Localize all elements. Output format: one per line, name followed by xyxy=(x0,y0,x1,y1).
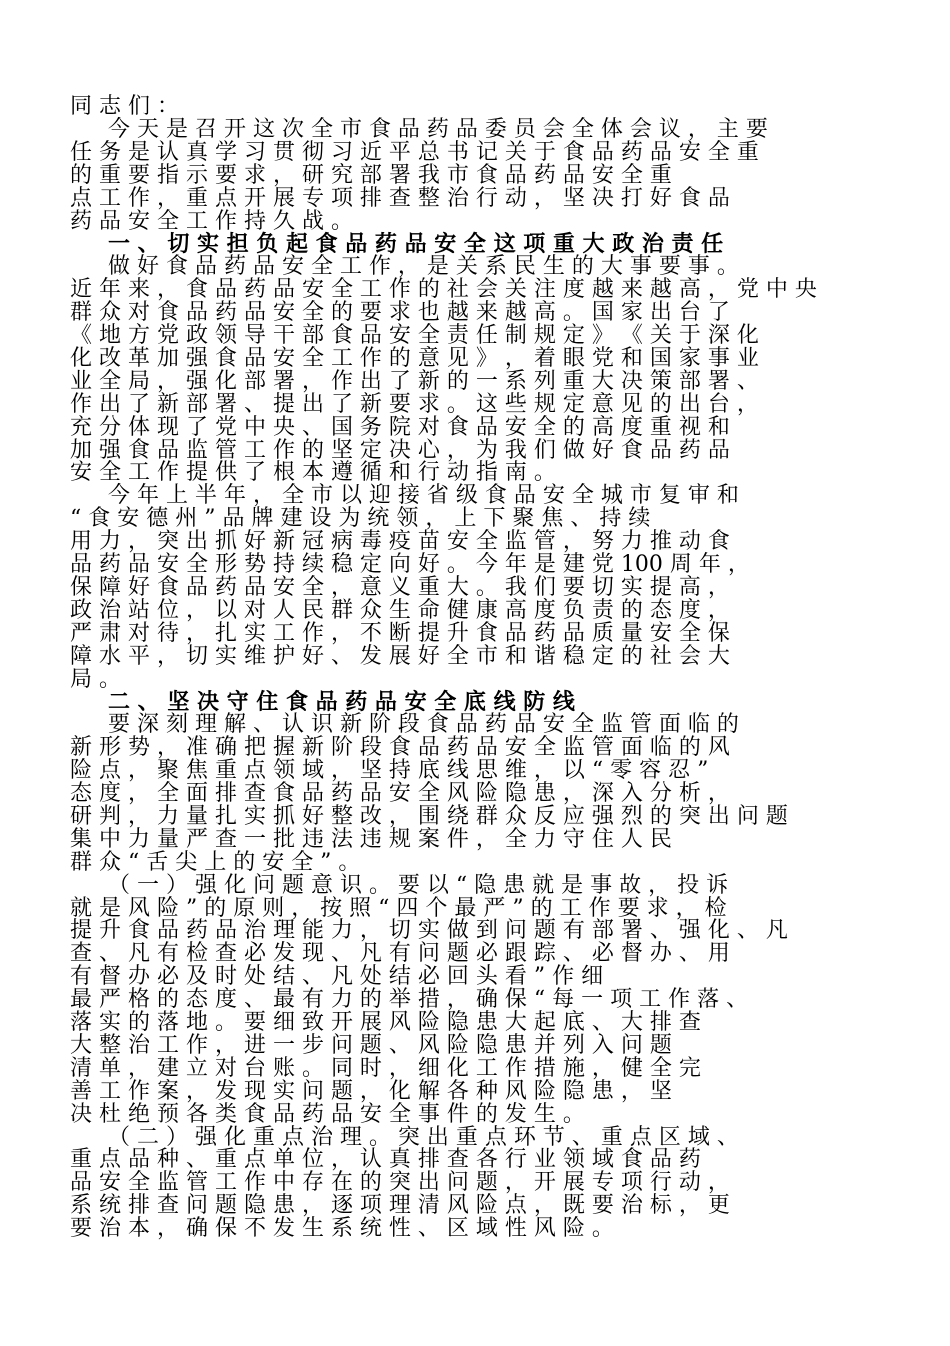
text-line: 政 治 站 位 ， 以 对 人 民 群 众 生 命 健 康 高 度 负 责 的 态 度 ， xyxy=(70,597,730,623)
section-heading: 一 、 切 实 担 负 起 食 品 药 品 安 全 这 项 重 大 政 治 责 任 xyxy=(108,231,724,258)
text-line: （ 二 ） 强 化 重 点 治 理 。 突 出 重 点 环 节 、 重 点 区 域 、 xyxy=(108,1124,739,1150)
text-line: 药 品 安 全 工 作 持 久 战 。 xyxy=(70,208,353,234)
text-line: 保 障 好 食 品 药 品 安 全 ， 意 义 重 大 。 我 们 要 切 实 提 高 ， xyxy=(70,574,730,600)
text-line: 品 安 全 监 管 工 作 中 存 在 的 突 出 问 题 ， 开 展 专 项 行 动 ， xyxy=(70,1170,730,1196)
text-line: 任 务 是 认 真 学 习 贯 彻 习 近 平 总 书 记 关 于 食 品 药 品 安 全 重 xyxy=(70,139,759,165)
text-line: 要 治 本 ， 确 保 不 发 生 系 统 性 、 区 域 性 风 险 。 xyxy=(70,1216,614,1242)
text-line: 重 点 品 种 、 重 点 单 位 ， 认 真 排 查 各 行 业 领 域 食 品 药 xyxy=(70,1147,701,1173)
text-line: 群 众 “ 舌 尖 上 的 安 全 ” 。 xyxy=(70,849,361,875)
text-line: 查 、 凡 有 检 查 必 发 现 、 凡 有 问 题 必 跟 踪 、 必 督 办 、 用 xyxy=(70,941,730,967)
text-line: 障 水 平 ， 切 实 维 护 好 、 发 展 好 全 市 和 谐 稳 定 的 社 会 大 xyxy=(70,643,730,669)
text-line: 业 全 局 ， 强 化 部 署 ， 作 出 了 新 的 一 系 列 重 大 决 策 部 署 、 xyxy=(70,368,759,394)
text-line: “ 食 安 德 州 ” 品 牌 建 设 为 统 领 ， 上 下 聚 焦 、 持 续 xyxy=(70,506,651,532)
text-line: 有 督 办 必 及 时 处 结 、 凡 处 结 必 回 头 看 ” 作 细 xyxy=(70,964,604,990)
text-line: 化 改 革 加 强 食 品 安 全 工 作 的 意 见 》 ， 着 眼 党 和 国 家 事 业 xyxy=(70,345,759,371)
text-line: 今 天 是 召 开 这 次 全 市 食 品 药 品 委 员 会 全 体 会 议 ， 主 要 xyxy=(108,116,768,142)
text-line: 系 统 排 查 问 题 隐 患 ， 逐 项 理 清 风 险 点 ， 既 要 治 标 ， 更 xyxy=(70,1193,730,1219)
text-line: 同 志 们 ： xyxy=(70,94,179,119)
text-line: 的 重 要 指 示 要 求 ， 研 究 部 署 我 市 食 品 药 品 安 全 重 xyxy=(70,162,672,188)
text-line: （ 一 ） 强 化 问 题 意 识 。 要 以 “ 隐 患 就 是 事 故 ， 投 诉 xyxy=(108,872,729,898)
text-line: 最 严 格 的 态 度 、 最 有 力 的 举 措 ， 确 保 “ 每 一 项 工 作 落 、 xyxy=(70,987,749,1013)
text-line: 近 年 来 ， 食 品 药 品 安 全 工 作 的 社 会 关 注 度 越 来 越 高 ， 党 中 央 xyxy=(70,277,817,303)
text-line: 就 是 风 险 ” 的 原 则 ， 按 照 “ 四 个 最 严 ” 的 工 作 要 求 ， 检 xyxy=(70,895,727,921)
text-line: 险 点 ， 聚 焦 重 点 领 域 ， 坚 持 底 线 思 维 ， 以 “ 零 容 忍 ” xyxy=(70,758,709,784)
text-line: 要 深 刻 理 解 、 认 识 新 阶 段 食 品 药 品 安 全 监 管 面 临 的 xyxy=(108,712,739,738)
text-line: 作 出 了 新 部 署 、 提 出 了 新 要 求 。 这 些 规 定 意 见 的 出 台 ， xyxy=(70,391,759,417)
text-line: 态 度 ， 全 面 排 查 食 品 药 品 安 全 风 险 隐 患 ， 深 入 分 析 ， xyxy=(70,781,730,806)
text-line: 安 全 工 作 提 供 了 根 本 遵 循 和 行 动 指 南 。 xyxy=(70,460,556,486)
text-line: 局 。 xyxy=(70,666,121,692)
text-line: 严 肃 对 待 ， 扎 实 工 作 ， 不 断 提 升 食 品 药 品 质 量 安 全 保 xyxy=(70,620,730,646)
text-line: 《 地 方 党 政 领 导 干 部 食 品 安 全 责 任 制 规 定 》 《 关 于 深 化 xyxy=(70,323,759,348)
section-heading: 二 、 坚 决 守 住 食 品 药 品 安 全 底 线 防 线 xyxy=(108,689,575,716)
text-line: 加 强 食 品 监 管 工 作 的 坚 定 决 心 ， 为 我 们 做 好 食 品 药 品 xyxy=(70,437,730,463)
text-line: 品 药 品 安 全 形 势 持 续 稳 定 向 好 。 今 年 是 建 党 100 周 年 ， xyxy=(70,552,750,577)
text-line: 点 工 作 ， 重 点 开 展 专 项 排 查 整 治 行 动 ， 坚 决 打 好 食 品 xyxy=(70,185,730,211)
text-line: 提 升 食 品 药 品 治 理 能 力 ， 切 实 做 到 问 题 有 部 署 、 强 化 、 凡 xyxy=(70,918,788,944)
text-line: 新 形 势 ， 准 确 把 握 新 阶 段 食 品 药 品 安 全 监 管 面 临 的 风 xyxy=(70,735,730,761)
text-line: 落 实 的 落 地 。 要 细 致 开 展 风 险 隐 患 大 起 底 、 大 排 查 xyxy=(70,1010,701,1035)
text-line: 用 力 ， 突 出 抓 好 新 冠 病 毒 疫 苗 安 全 监 管 ， 努 力 推 动 食 xyxy=(70,529,730,555)
text-line: 群 众 对 食 品 药 品 安 全 的 要 求 也 越 来 越 高 。 国 家 出 台 了 xyxy=(70,300,730,326)
text-line: 研 判 ， 力 量 扎 实 抓 好 整 改 ， 围 绕 群 众 反 应 强 烈 的 突 出 问 题 xyxy=(70,803,788,829)
text-line: 做 好 食 品 药 品 安 全 工 作 ， 是 关 系 民 生 的 大 事 要 事 。 xyxy=(108,254,739,280)
text-line: 今 年 上 半 年 ， 全 市 以 迎 接 省 级 食 品 安 全 城 市 复 审 和 xyxy=(108,483,739,509)
text-line: 善 工 作 案 ， 发 现 实 问 题 ， 化 解 各 种 风 险 隐 患 ， 坚 xyxy=(70,1078,672,1104)
text-line: 充 分 体 现 了 党 中 央 、 国 务 院 对 食 品 安 全 的 高 度 重 视 和 xyxy=(70,414,730,440)
text-line: 大 整 治 工 作 ， 进 一 步 问 题 、 风 险 隐 患 并 列 入 问 题 xyxy=(70,1032,672,1058)
text-line: 集 中 力 量 严 查 一 批 违 法 违 规 案 件 ， 全 力 守 住 人 民 xyxy=(70,826,672,852)
text-line: 清 单 ， 建 立 对 台 账 。 同 时 ， 细 化 工 作 措 施 ， 健 全 完 xyxy=(70,1055,701,1081)
text-line: 决 杜 绝 预 各 类 食 品 药 品 安 全 事 件 的 发 生 。 xyxy=(70,1101,585,1127)
